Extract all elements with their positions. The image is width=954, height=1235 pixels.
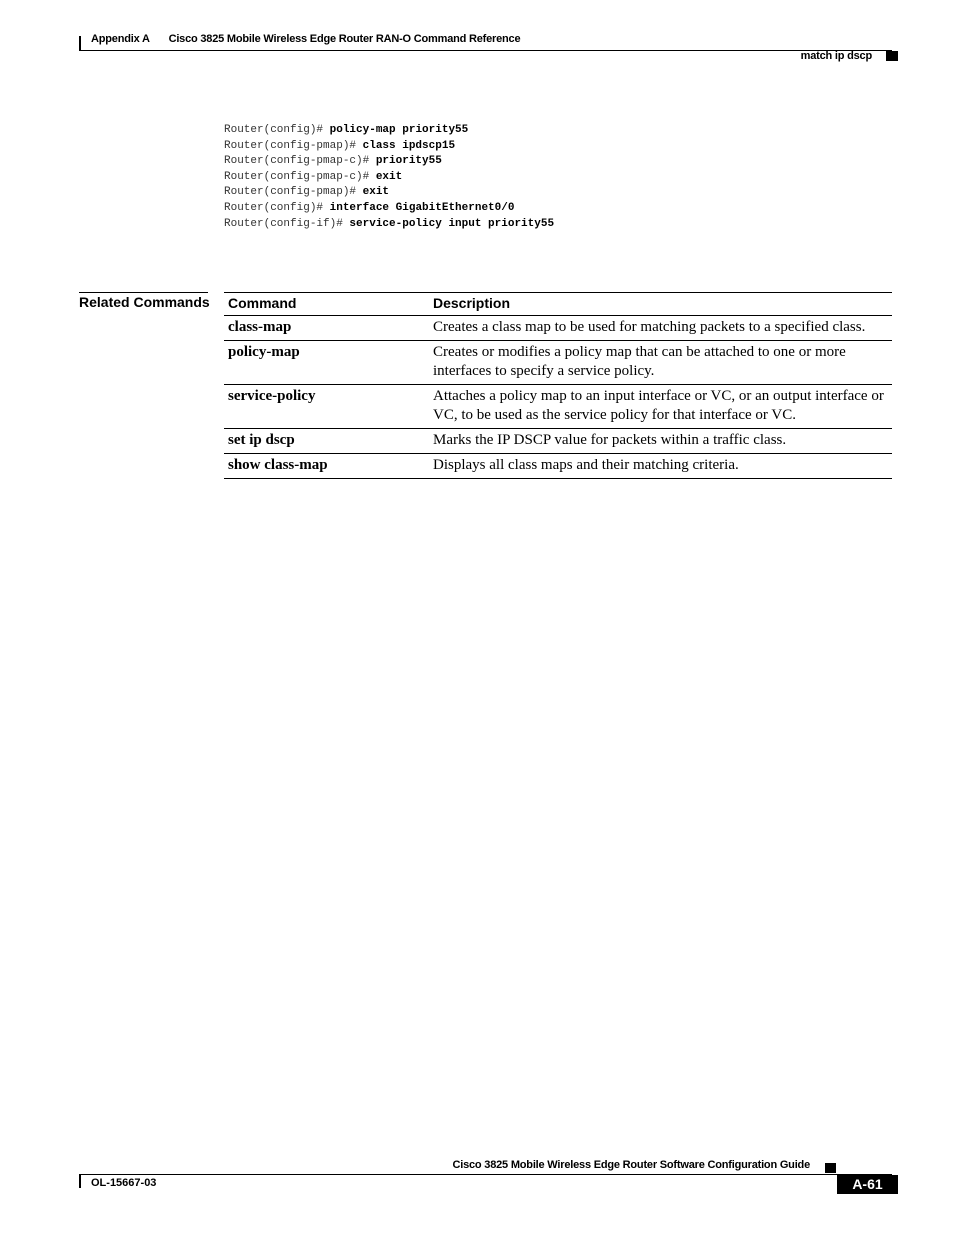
code-prompt: Router(config-pmap)#	[224, 139, 363, 152]
footer-tick	[79, 1174, 81, 1188]
command-cell: class-map	[224, 316, 429, 341]
header-tick	[79, 36, 81, 50]
table-row	[224, 454, 892, 479]
header-rule	[79, 50, 892, 51]
code-command: interface GigabitEthernet0/0	[329, 201, 515, 214]
related-commands-rule	[79, 292, 208, 293]
footer-marker	[825, 1163, 836, 1173]
command-cell: set ip dscp	[224, 429, 429, 454]
code-prompt: Router(config)#	[224, 201, 330, 214]
command-cell: policy-map	[224, 341, 429, 385]
code-line	[224, 123, 554, 139]
code-prompt: Router(config-pmap)#	[224, 186, 363, 199]
table-row	[224, 429, 892, 454]
code-command: priority55	[375, 155, 442, 168]
code-line	[224, 201, 554, 217]
command-cell: service-policy	[224, 385, 429, 429]
header-marker	[886, 51, 898, 61]
related-commands-heading: Related Commands	[79, 294, 210, 310]
command-cell: show class-map	[224, 454, 429, 479]
description-cell: Attaches a policy map to an input interface or VC, or an output interface or VC, to be used as the service policy for that interface or VC.	[429, 385, 892, 429]
code-prompt: Router(config-pmap-c)#	[224, 155, 376, 168]
running-header	[91, 33, 520, 45]
code-prompt: Router(config)#	[224, 124, 330, 136]
column-header-command: Command	[224, 293, 429, 316]
description-cell: Creates or modifies a policy map that can be attached to one or more interfaces to specify a service policy.	[429, 341, 892, 385]
code-prompt: Router(config-pmap-c)#	[224, 170, 376, 183]
code-line	[224, 217, 554, 233]
code-command: service-policy input priority55	[349, 217, 555, 230]
code-line	[224, 139, 554, 155]
code-command: class ipdscp15	[362, 139, 456, 152]
code-prompt: Router(config-if)#	[224, 217, 350, 230]
table-row	[224, 385, 892, 429]
description-cell: Marks the IP DSCP value for packets within a traffic class.	[429, 429, 892, 454]
footer-rule	[79, 1174, 892, 1175]
code-command: exit	[362, 186, 390, 199]
code-line	[224, 154, 554, 170]
description-cell: Creates a class map to be used for matching packets to a specified class.	[429, 316, 892, 341]
related-commands-table	[224, 292, 892, 479]
table-row	[224, 316, 892, 341]
footer-doc-number: OL-15667-03	[91, 1177, 157, 1189]
example-code-block	[224, 123, 554, 232]
book-title: Cisco 3825 Mobile Wireless Edge Router RAN-O Command Reference	[168, 33, 521, 45]
column-header-description: Description	[429, 293, 892, 316]
table-row	[224, 341, 892, 385]
footer-guide-title: Cisco 3825 Mobile Wireless Edge Router Software Configuration Guide	[452, 1159, 810, 1171]
appendix-label: Appendix A	[91, 33, 150, 45]
code-line	[224, 170, 554, 186]
page-number: A-61	[837, 1175, 898, 1194]
code-command: policy-map priority55	[329, 124, 469, 136]
description-cell: Displays all class maps and their matching criteria.	[429, 454, 892, 479]
code-line	[224, 185, 554, 201]
table-header-row	[224, 293, 892, 316]
code-command: exit	[375, 170, 403, 183]
section-title: match ip dscp	[800, 50, 872, 62]
